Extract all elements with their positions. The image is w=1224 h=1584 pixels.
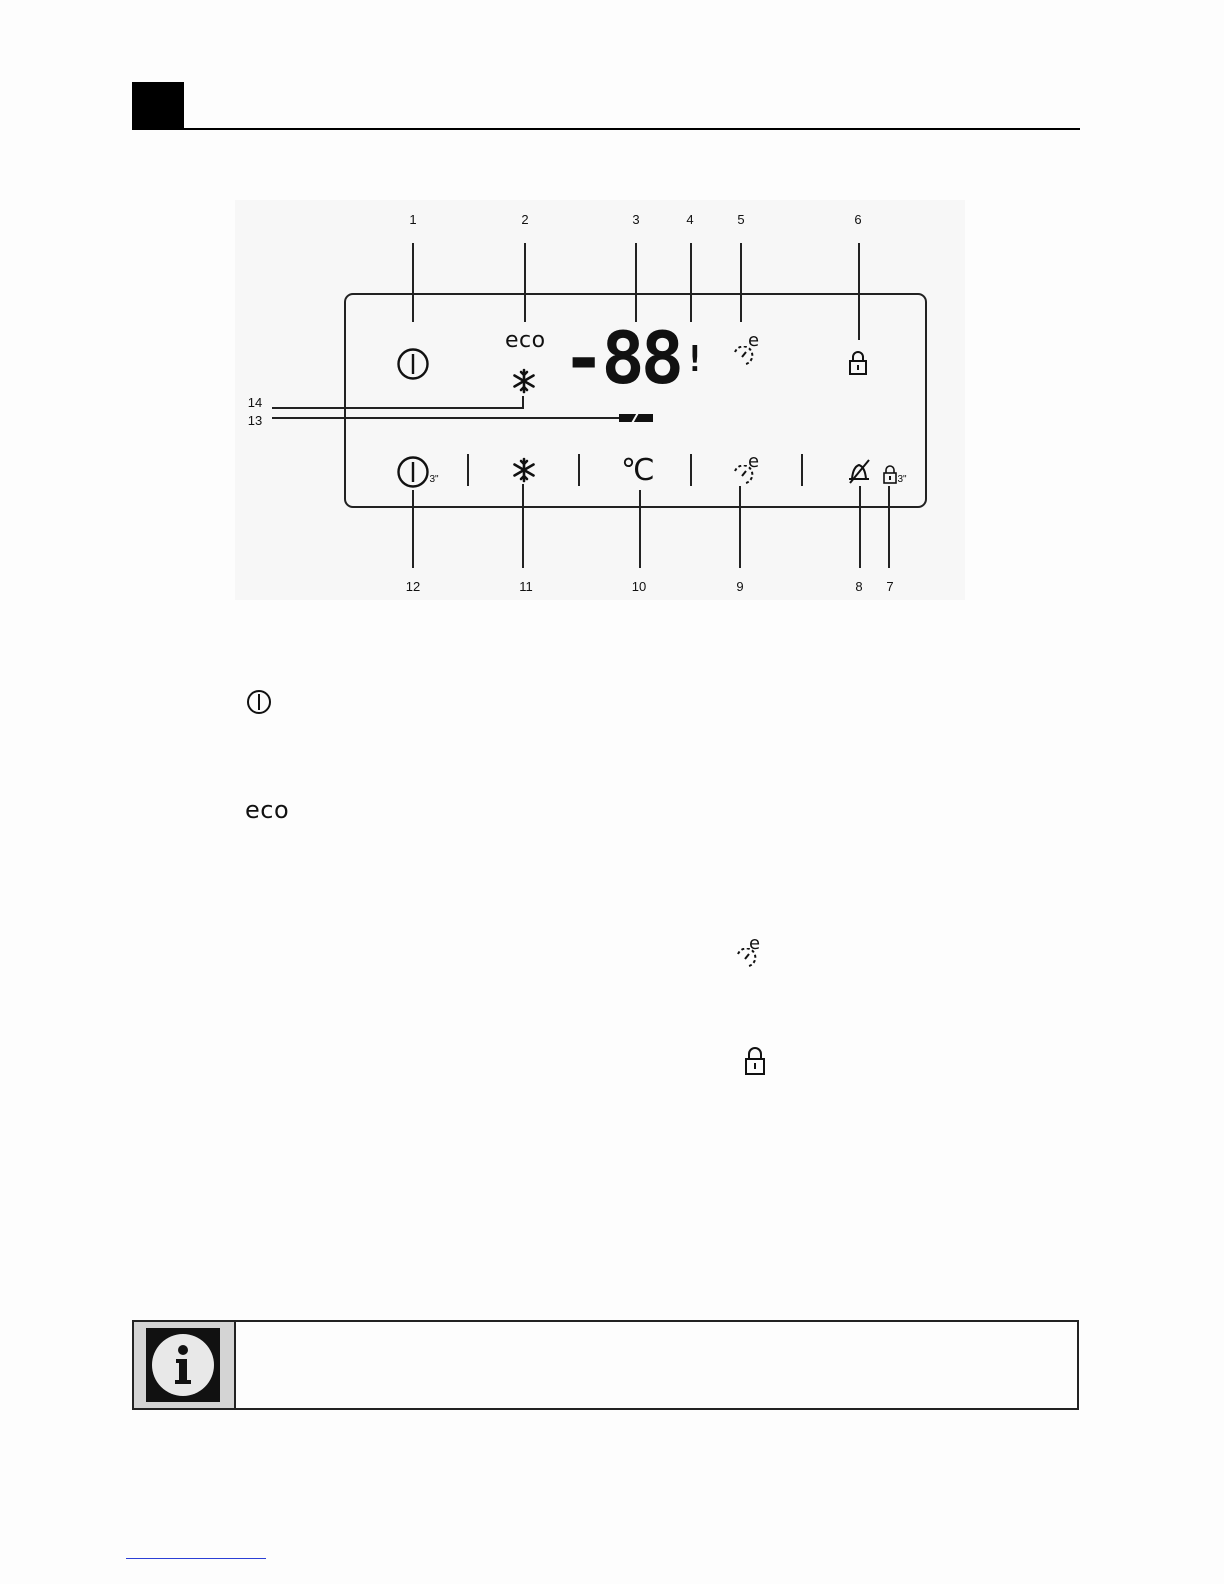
info-icon — [146, 1328, 220, 1402]
temperature-display: -88 — [562, 316, 681, 400]
info-box — [132, 1320, 1079, 1410]
info-icon-cell — [134, 1322, 236, 1408]
alarm-exclamation-icon: ! — [684, 339, 706, 380]
leader-7 — [888, 486, 890, 568]
power-button-3s-label: 3" — [429, 474, 439, 485]
leader-12 — [412, 490, 414, 568]
separator — [578, 454, 580, 486]
leader-14-v — [522, 396, 524, 409]
legend-eco-extra-superscript: e — [749, 933, 761, 954]
legend-eco-label: eco — [245, 796, 290, 824]
leader-13-h — [272, 417, 619, 419]
freeze-button[interactable] — [511, 457, 537, 483]
lock-icon — [848, 350, 868, 376]
eco-label: eco — [505, 328, 546, 353]
header-block — [132, 82, 184, 130]
callout-8: 8 — [855, 579, 863, 594]
info-icon-glyph — [146, 1328, 220, 1402]
callout-13: 13 — [247, 413, 263, 428]
callout-6: 6 — [854, 212, 862, 227]
separator — [801, 454, 803, 486]
callout-1: 1 — [409, 212, 417, 227]
leader-14-h — [272, 407, 524, 409]
leader-9 — [739, 486, 741, 568]
freeze-snowflake-icon — [511, 368, 537, 394]
lock-3s-label: 3" — [897, 474, 907, 485]
leader-11 — [522, 484, 524, 568]
legend-power-icon — [246, 689, 272, 715]
separator — [690, 454, 692, 486]
callout-9: 9 — [736, 579, 744, 594]
callout-10: 10 — [631, 579, 647, 594]
alarm-off-button[interactable] — [845, 457, 873, 485]
callout-11: 11 — [519, 579, 533, 594]
callout-12: 12 — [405, 579, 421, 594]
quick-freeze-indicator — [617, 410, 655, 426]
bottom-link-underline[interactable] — [126, 1558, 266, 1559]
callout-3: 3 — [632, 212, 640, 227]
header-rule — [184, 128, 1080, 130]
callout-4: 4 — [686, 212, 694, 227]
eco-extra-superscript: e — [748, 330, 760, 351]
leader-8 — [859, 486, 861, 568]
legend-lock-icon — [744, 1046, 766, 1076]
celsius-button[interactable]: ℃ — [621, 453, 656, 488]
separator — [467, 454, 469, 486]
power-icon — [396, 347, 430, 381]
leader-10 — [639, 490, 641, 568]
callout-2: 2 — [521, 212, 529, 227]
callout-7: 7 — [886, 579, 894, 594]
callout-5: 5 — [737, 212, 745, 227]
callout-14: 14 — [247, 395, 263, 410]
eco-extra-button-superscript: e — [748, 451, 760, 472]
